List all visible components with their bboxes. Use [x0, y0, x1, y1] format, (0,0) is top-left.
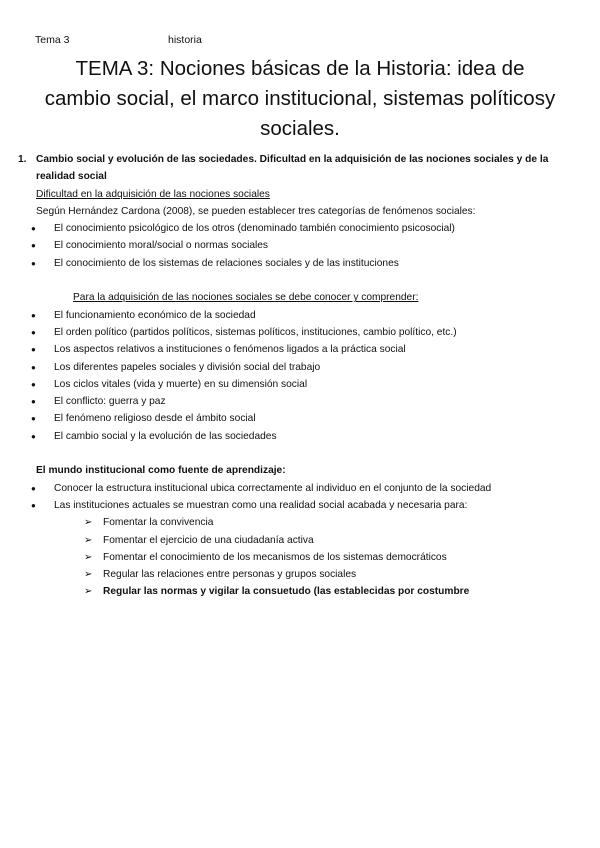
intro-paragraph: Según Hernández Cardona (2008), se pueden establecer tres categorías de fenómenos sociales: [36, 205, 476, 217]
list-item: ● El conocimiento moral/social o normas sociales [54, 237, 563, 254]
list-item: ● El funcionamiento económico de la sociedad [54, 307, 563, 324]
institutional-list [18, 480, 563, 515]
arrow-list-item: ➢ Regular las relaciones entre personas y grupos sociales [103, 566, 563, 583]
institutional-heading: El mundo institucional como fuente de aprendizaje: [36, 465, 286, 477]
arrow-list-item: ➢ Fomentar la convivencia [103, 514, 563, 531]
list-item: ● Las instituciones actuales se muestran como una realidad social acabada y necesaria para: [54, 497, 563, 514]
header-subject: historia [168, 34, 202, 46]
list-item: ● Conocer la estructura institucional ubica correctamente al individuo en el conjunto de la sociedad [54, 480, 563, 497]
list-item: ● Los diferentes papeles sociales y división social del trabajo [54, 359, 563, 376]
arrow-list-item: ➢ Fomentar el conocimiento de los mecanismos de los sistemas democráticos [103, 549, 563, 566]
section-heading [18, 151, 563, 186]
arrow-list-item: ➢ Regular las normas y vigilar la consuetudo (las establecidas por costumbre [103, 583, 563, 600]
section-number: 1. [18, 154, 27, 165]
section-heading-text: Cambio social y evolución de las sociedades. Dificultad en la adquisición de las nociones sociales y de la realidad social [36, 154, 549, 183]
header-topic: Tema 3 [35, 34, 70, 46]
categories-list [18, 220, 563, 272]
list-item: ● El cambio social y la evolución de las sociedades [54, 428, 563, 445]
list-item: ● El conocimiento psicológico de los otros (denominado también conocimiento psicosocial) [54, 220, 563, 237]
list-item: ● Los aspectos relativos a instituciones o fenómenos ligados a la práctica social [54, 341, 563, 358]
list-item: ● Los ciclos vitales (vida y muerte) en su dimensión social [54, 376, 563, 393]
arrow-list-item: ➢ Fomentar el ejercicio de una ciudadanía activa [103, 532, 563, 549]
list-item: ● El conocimiento de los sistemas de relaciones sociales y de las instituciones [54, 255, 563, 272]
list-item: ● El orden político (partidos políticos, sistemas políticos, instituciones, cambio político, etc.) [54, 324, 563, 341]
list-item: ● El conflicto: guerra y paz [54, 393, 563, 410]
document-title: TEMA 3: Nociones básicas de la Historia: idea de cambio social, el marco institucional, sistemas políticosy sociales. [44, 57, 556, 140]
page-header [35, 34, 202, 46]
subheading: Dificultad en la adquisición de las nociones sociales [36, 188, 270, 200]
document-body [18, 151, 563, 601]
list-item: ● El fenómeno religioso desde el ámbito social [54, 410, 563, 427]
acquire-list [18, 307, 563, 445]
purpose-list [18, 514, 563, 600]
acquire-heading: Para la adquisición de las nociones sociales se debe conocer y comprender: [73, 292, 419, 304]
